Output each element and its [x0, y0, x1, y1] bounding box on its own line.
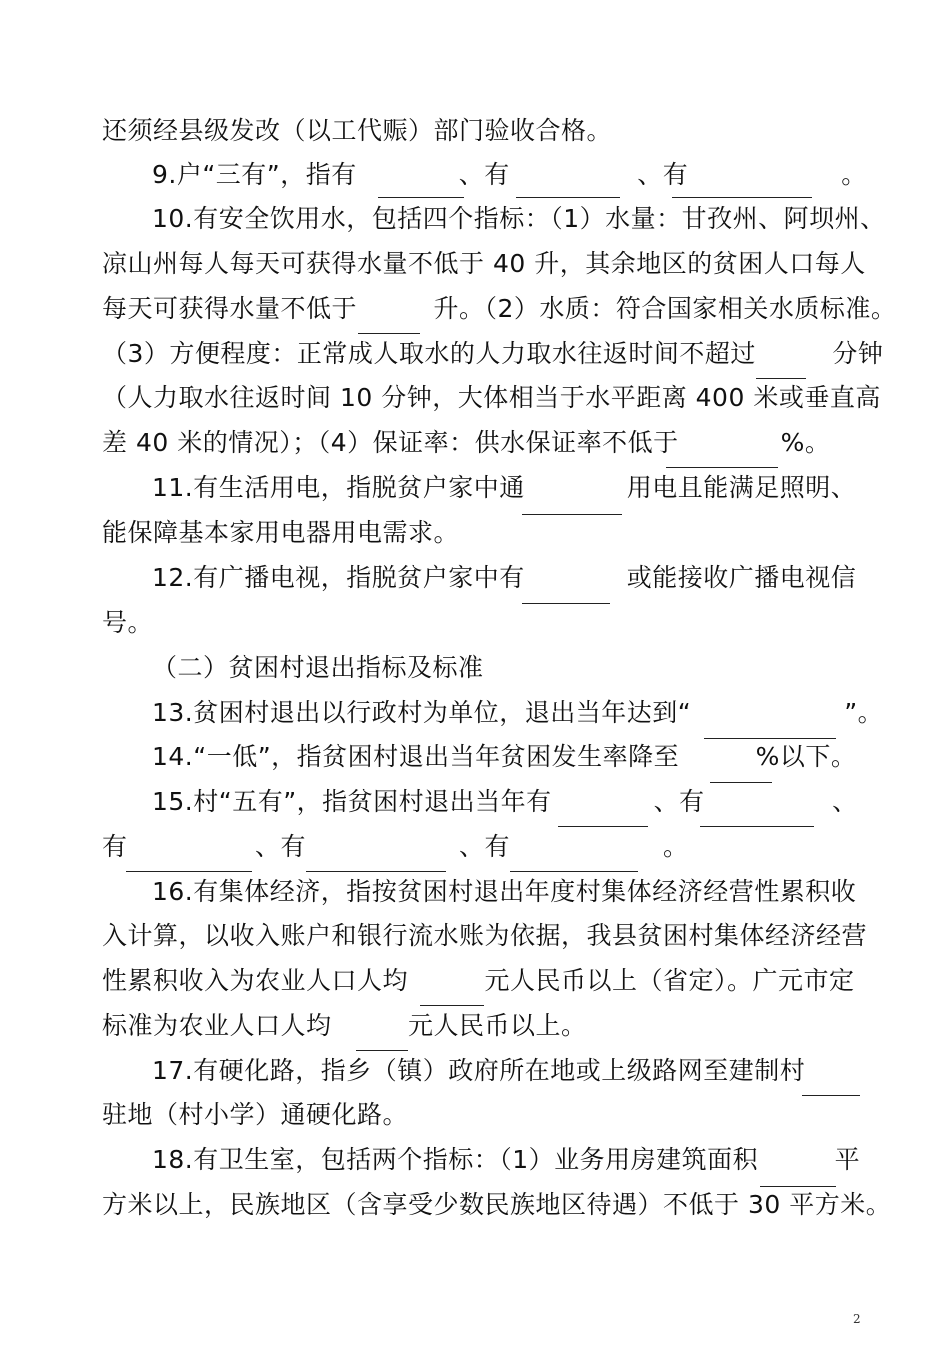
text-line: 还须经县级发改（以工代赈）部门验收合格。 [102, 116, 613, 145]
blank-line [358, 333, 420, 334]
blank-line [558, 826, 648, 827]
blank-line [756, 378, 806, 379]
blank-line [516, 197, 620, 198]
blank-line [704, 738, 836, 739]
text-line: 性累积收入为农业人口人均 元人民币以上（省定）。广元市定 [102, 966, 855, 995]
text-line: 标准为农业人口人均 元人民币以上。 [102, 1011, 587, 1040]
blank-line [672, 197, 812, 198]
page-number: 2 [853, 1312, 861, 1326]
blank-line [522, 603, 610, 604]
text-line: 18.有卫生室，包括两个指标：（1）业务用房建筑面积 平 [152, 1145, 861, 1174]
blank-line [710, 782, 772, 783]
blank-line [522, 514, 622, 515]
blank-line [802, 1095, 860, 1096]
text-line: 14.“一低”，指贫困村退出当年贫困发生率降至 %以下。 [152, 742, 857, 771]
text-line: 9.户“三有”，指有 、有 、有 。 [152, 160, 867, 189]
text-line: 15.村“五有”，指贫困村退出当年有 、有 、 [152, 787, 858, 816]
blank-line [306, 871, 446, 872]
blank-line [420, 1005, 484, 1006]
section-heading: （二）贫困村退出指标及标准 [152, 653, 484, 682]
text-line: 13.贫困村退出以行政村为单位，退出当年达到“ ”。 [152, 698, 884, 727]
text-line: 每天可获得水量不低于 升。（2）水质：符合国家相关水质标准。 [102, 294, 897, 323]
blank-line [700, 826, 814, 827]
text-line: 有 、有 、有 。 [102, 832, 689, 861]
text-line: 号。 [102, 608, 154, 637]
blank-line [666, 467, 778, 468]
blank-line [510, 871, 638, 872]
blank-line [378, 197, 464, 198]
text-line: 16.有集体经济，指按贫困村退出年度村集体经济经营性累积收 [152, 877, 857, 906]
text-line: 差 40 米的情况）；（4）保证率：供水保证率不低于 %。 [102, 428, 831, 457]
text-line: 12.有广播电视，指脱贫户家中有 或能接收广播电视信 [152, 563, 857, 592]
text-line: 驻地（村小学）通硬化路。 [102, 1100, 409, 1129]
text-line: 能保障基本家用电器用电需求。 [102, 518, 460, 547]
text-line: 17.有硬化路，指乡（镇）政府所在地或上级路网至建制村 [152, 1056, 806, 1085]
blank-line [126, 871, 252, 872]
text-line: 凉山州每人每天可获得水量不低于 40 升，其余地区的贫困人口每人 [102, 249, 866, 278]
blank-line [760, 1186, 836, 1187]
text-line: （3）方便程度：正常成人取水的人力取水往返时间不超过 分钟 [102, 339, 884, 368]
text-line: 10.有安全饮用水，包括四个指标：（1）水量：甘孜州、阿坝州、 [152, 204, 886, 233]
text-line: 11.有生活用电，指脱贫户家中通 用电且能满足照明、 [152, 473, 857, 502]
blank-line [356, 1050, 408, 1051]
text-line: （人力取水往返时间 10 分钟，大体相当于水平距离 400 米或垂直高 [102, 383, 881, 412]
text-line: 入计算，以收入账户和银行流水账为依据，我县贫困村集体经济经营 [102, 921, 868, 950]
text-line: 方米以上，民族地区（含享受少数民族地区待遇）不低于 30 平方米。 [102, 1190, 892, 1219]
